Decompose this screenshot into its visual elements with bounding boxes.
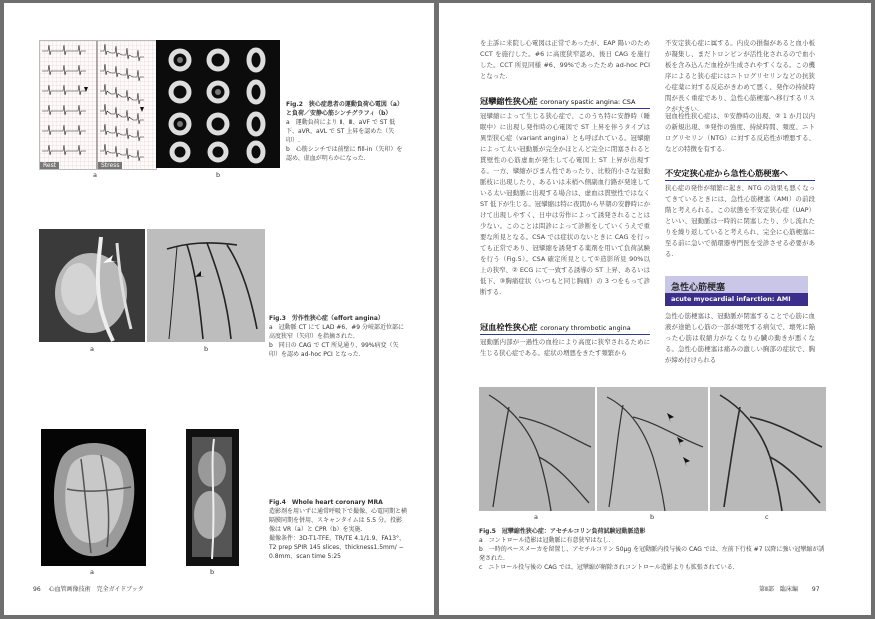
fig4-line-2: 撮像条件：3D-T1-TFE、TR/TE 4.1/1.9、FA13°、T2 prep SPIR 145 slices、thickness1.5mm/ − 0.8mm、scan time 5:25 — [269, 535, 406, 560]
thrombotic-heading-en: coronary thrombotic angina — [540, 324, 631, 332]
mra-cpr-slice — [186, 429, 239, 566]
col1-intro: を主訴に来院し心電図は正常であったが、EAP 陽いのため CCT を施行した。#6 に高度狭窄認め、後日 CAG を施行した。CCT 所見同様 #6、99%であったため ad-hoc PCI となった. — [480, 39, 650, 80]
left-page — [4, 3, 434, 615]
thrombotic-heading — [480, 322, 650, 335]
fig2-ecg-image — [39, 40, 157, 170]
fig4-line-1: 造影剤を用いずに通常呼吸下で撮像、心電同期と横隔膜同期を併用、スキャンタイムは 5.5 分。投影像は VR（a）と CPR（b）を実施. — [269, 508, 408, 533]
fig5c-vessels — [710, 387, 826, 511]
csa-heading — [480, 96, 650, 109]
ami-heading-jp: 急性心筋梗塞 — [671, 283, 726, 293]
thrombotic-heading-jp: 冠血栓性狭心症 — [480, 322, 538, 332]
fig4-label-a: a — [90, 568, 94, 576]
fig5-title: Fig.5 冠攣縮性狭心症：アセチルコリン負荷試験冠動脈造影 — [479, 528, 646, 535]
fig2-item-b: b 心筋シンチでは前壁に fill-in（矢印）を認め、虚血が明らかになった. — [286, 146, 403, 162]
fig5b-vessels — [597, 387, 708, 511]
ct-heart-render — [39, 229, 145, 342]
fig5-item-b: b 一時的ペースメーカを留置し、アセチルコリン 50μg を冠動脈内投与後の CAG では、左前下行枝 #7 以降に強い冠攣縮が誘発された. — [479, 546, 825, 562]
right-page — [439, 3, 871, 615]
fig3-item-b: b 同日の CAG で CT 所見通り、99%病変（矢印）を認め ad-hoc PCI となった. — [269, 342, 399, 358]
thrombotic-criteria: 冠血栓性狭心症は、①安静時の出現、② 1 か月以内の新規出現、③発作の強度、持続時間、頻度、ニトログリセリン（NTG）に対する反応性が増悪する、などの特徴を有する. — [665, 112, 815, 153]
fig4-label-b: b — [210, 568, 215, 576]
fig5-angiogram-b — [597, 387, 708, 511]
unstable-body: 狭心症の発作が頻繁に起き、NTG の効果も悪くなってきているときには、急性心筋梗塞（AMI）の前段階と考えられる。この状態を不安定狭心症（UAP）といい、冠動脈は一時的に閉塞したり、少し流れたりを繰り返していると考えられ、完全に心筋梗塞に至る前に急いで循環器専門医を受診させる必要がある. — [665, 184, 815, 258]
fig5-item-c: c ニトロール投与後の CAG では、冠攣縮が解除されコントロール造影よりも拡張されている. — [479, 564, 735, 571]
fig3-ct-image — [39, 229, 145, 342]
ecg-traces — [40, 41, 156, 169]
fig5-label-c: c — [765, 513, 769, 521]
ecg-stress-label: Stress — [98, 162, 122, 169]
fig2-label-a: a — [93, 171, 97, 179]
book-title: 心血管画像技術 完全ガイドブック — [48, 586, 144, 593]
csa-heading-en: coronary spastic angina: CSA — [540, 98, 636, 106]
fig3-title: Fig.3 労作性狭心症（effort angina） — [269, 315, 384, 322]
left-page-number: 96 — [33, 586, 41, 593]
fig2-title: Fig.2 狭心症患者の運動負荷心電図（a）と負荷／安静心筋シンチグラフィ（b） — [286, 101, 403, 117]
fig4-mra-cpr-image — [186, 429, 239, 566]
fig4-caption — [269, 498, 407, 561]
right-page-number: 97 — [811, 586, 820, 593]
fig4-mra-vr-image — [41, 429, 146, 566]
fig2-caption — [286, 100, 404, 163]
right-footer — [759, 584, 820, 593]
ami-heading-en-bar — [665, 293, 808, 306]
scintigraphy-slices — [156, 40, 280, 168]
fig3-caption — [269, 314, 407, 359]
mra-vr-heart — [41, 429, 146, 566]
fig5-angiogram-c — [710, 387, 826, 511]
fig5-label-a: a — [534, 513, 538, 521]
section-label: 第Ⅱ部 臨床編 — [759, 586, 798, 593]
fig5-item-a: a コントロール造影は冠動脈に有意狭窄はなし. — [479, 537, 611, 544]
fig5-caption — [479, 527, 829, 572]
thrombotic-body: 冠動脈内部が一過性の血栓により高度に狭窄されるために生じる狭心症である。症状の増悪をきたす頻繁から — [480, 338, 650, 357]
fig3-angiogram-image — [147, 229, 265, 342]
col2-intro: 不安定狭心症に属する。内皮の損傷があると血小板が凝集し、まだトロンビンが活性化されるので血小板を含み込んだ血栓が生成されやすくなる。この機序によると狭心症にはニトログリセリンなどの抗狭心症薬に対する反応がきわめて悪く、発作の持続時間が長く重症であり、急性心筋梗塞へ移行するリスクが大きい. — [665, 39, 815, 113]
fig2-label-b: b — [216, 171, 221, 179]
fig4-title: Fig.4 Whole heart coronary MRA — [269, 499, 383, 506]
csa-body: 冠攣縮によって生じる狭心症で、このうち特に安静時（睡眠中）に出現し発作時の心電図で ST 上昇を伴うタイプは異型狭心症（variant angina）とも呼ばれている。冠攣縮によって太い冠動脈が完全かほとんど完全に閉塞されると貫壁性の心筋虚血が発生して心電図上 ST 上昇が出現する。一方、攣縮がびまん性であったり、比較的小さな冠動脈枝に出現したり、あるいは未梢へ側副血行路が発達している太い冠動脈に出現する場合は、虚血は貫壁性ではなく ST 低下が生じる。冠攣縮は特に夜間から早朝の安静時にかけて出現しやすく、日中は労作によって誘発されることは少ない。このことは問診によって診断をしていくうえで重要な所見となる。CSA では症状のないときに CAG を行っても正常であり、冠攣縮を誘発する薬剤を用いて負荷試験を行う（Fig.5）。CSA 確定所見として①造影所見 90%以上の狭窄、② ECG にて一致する誘導の ST 上昇、あるいは低下、③胸痛症状（いつもと同じ胸痛）の 3 つをもって診断する. — [480, 112, 650, 296]
fig5a-vessels — [479, 387, 595, 511]
fig5-angiogram-a — [479, 387, 595, 511]
angiogram-vessels — [147, 229, 265, 342]
ami-heading-en: acute myocardial infarction: AMI — [671, 295, 791, 303]
ecg-rest-label: Rest — [40, 162, 59, 169]
csa-heading-jp: 冠攣縮性狭心症 — [480, 96, 538, 106]
fig3-label-a: a — [90, 345, 94, 353]
fig3-label-b: b — [204, 345, 209, 353]
fig2-scintigraphy-image — [156, 40, 280, 168]
ami-body: 急性心筋梗塞は、冠動脈が閉塞することで心筋に血液が途絶し心筋の一部が壊死する病気で、壊死に陥った心筋は収縮力がなくなり心臓の動きが悪くなる。急性心筋梗塞は痛みの激しい胸部の症状で、胸が締め付けられる — [665, 312, 815, 364]
left-footer — [33, 584, 144, 593]
fig2-item-a: a 運動負荷により Ⅱ、Ⅲ、aVF で ST 低下、aVR、aVL で ST 上昇を認めた（矢印）. — [286, 119, 396, 144]
fig5-label-b: b — [650, 513, 655, 521]
fig3-item-a: a 冠動脈 CT にて LAD #6、#9 分岐部近位部に高度狭窄（矢印）を指摘された. — [269, 324, 404, 340]
unstable-heading: 不安定狭心症から急性心筋梗塞へ — [665, 168, 815, 181]
